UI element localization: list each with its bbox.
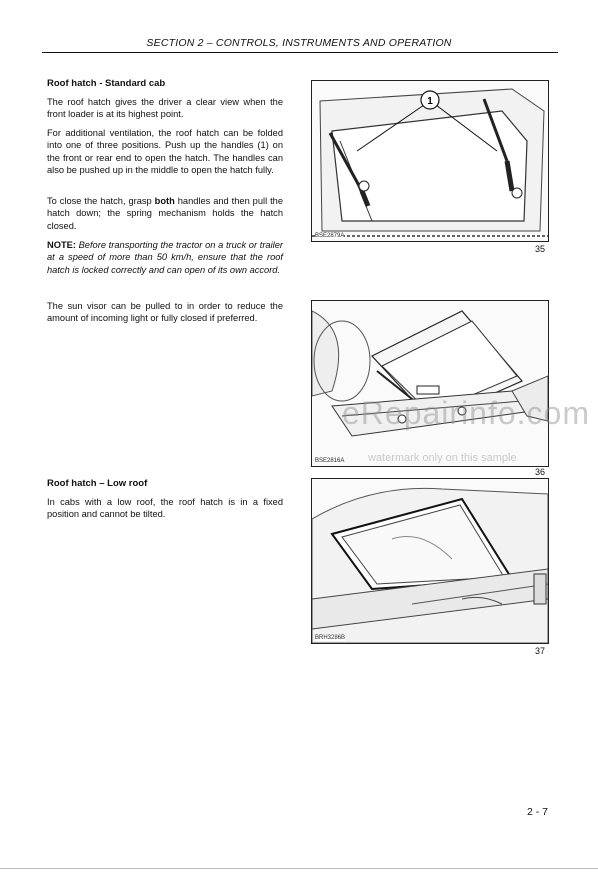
figure-code: BRH3286B bbox=[315, 635, 346, 641]
section-header: SECTION 2 – CONTROLS, INSTRUMENTS AND OPERATION bbox=[146, 37, 452, 49]
figure-sun-visor bbox=[311, 300, 549, 467]
paragraph-ventilation: For additional ventilation, the roof hatch can be folded into one of three positions. Push up the handles (1) on the front or rear end to open the hatch. The handles can also be pushed up in the middle to open the hatch fully. bbox=[47, 128, 283, 176]
figure-low-roof-hatch bbox=[311, 478, 549, 644]
callout-number: 1 bbox=[427, 96, 433, 107]
sun-visor-illustration bbox=[312, 301, 548, 466]
figure-code: BSE2879A bbox=[315, 233, 345, 239]
paragraph-close-hatch: To close the hatch, grasp both handles and then pull the hatch down; the spring mechanism holds the hatch closed. bbox=[47, 196, 283, 231]
page-number: 2 - 7 bbox=[526, 806, 548, 818]
heading-roof-hatch-standard: Roof hatch - Standard cab bbox=[47, 78, 166, 89]
figure-number: 35 bbox=[535, 244, 546, 254]
figure-roof-hatch-handles bbox=[311, 80, 549, 242]
heading-roof-hatch-low: Roof hatch – Low roof bbox=[47, 478, 148, 489]
watermark-subtext: watermark only on this sample bbox=[368, 452, 517, 464]
low-roof-hatch-illustration bbox=[312, 479, 548, 643]
paragraph-sun-visor: The sun visor can be pulled to in order to reduce the amount of incoming light or fully closed if preferred. bbox=[47, 301, 283, 324]
figure-number: 37 bbox=[535, 646, 546, 656]
roof-hatch-handles-illustration bbox=[312, 81, 548, 241]
figure-code: BSE2816A bbox=[315, 458, 345, 464]
paragraph-clear-view: The roof hatch gives the driver a clear view when the front loader is at its highest point. bbox=[47, 97, 283, 120]
header-divider bbox=[42, 52, 558, 53]
watermark-text: eRepairinfo.com bbox=[342, 395, 590, 431]
figure-number: 36 bbox=[535, 467, 546, 477]
bottom-divider bbox=[0, 868, 598, 869]
paragraph-fixed-position: In cabs with a low roof, the roof hatch is in a fixed position and cannot be tilted. bbox=[47, 497, 283, 520]
note-transport: NOTE: Before transporting the tractor on a truck or trailer at a speed of more than 50 km/h, ensure that the roof hatch is locked correctly and can open of its own accord. bbox=[47, 240, 283, 275]
